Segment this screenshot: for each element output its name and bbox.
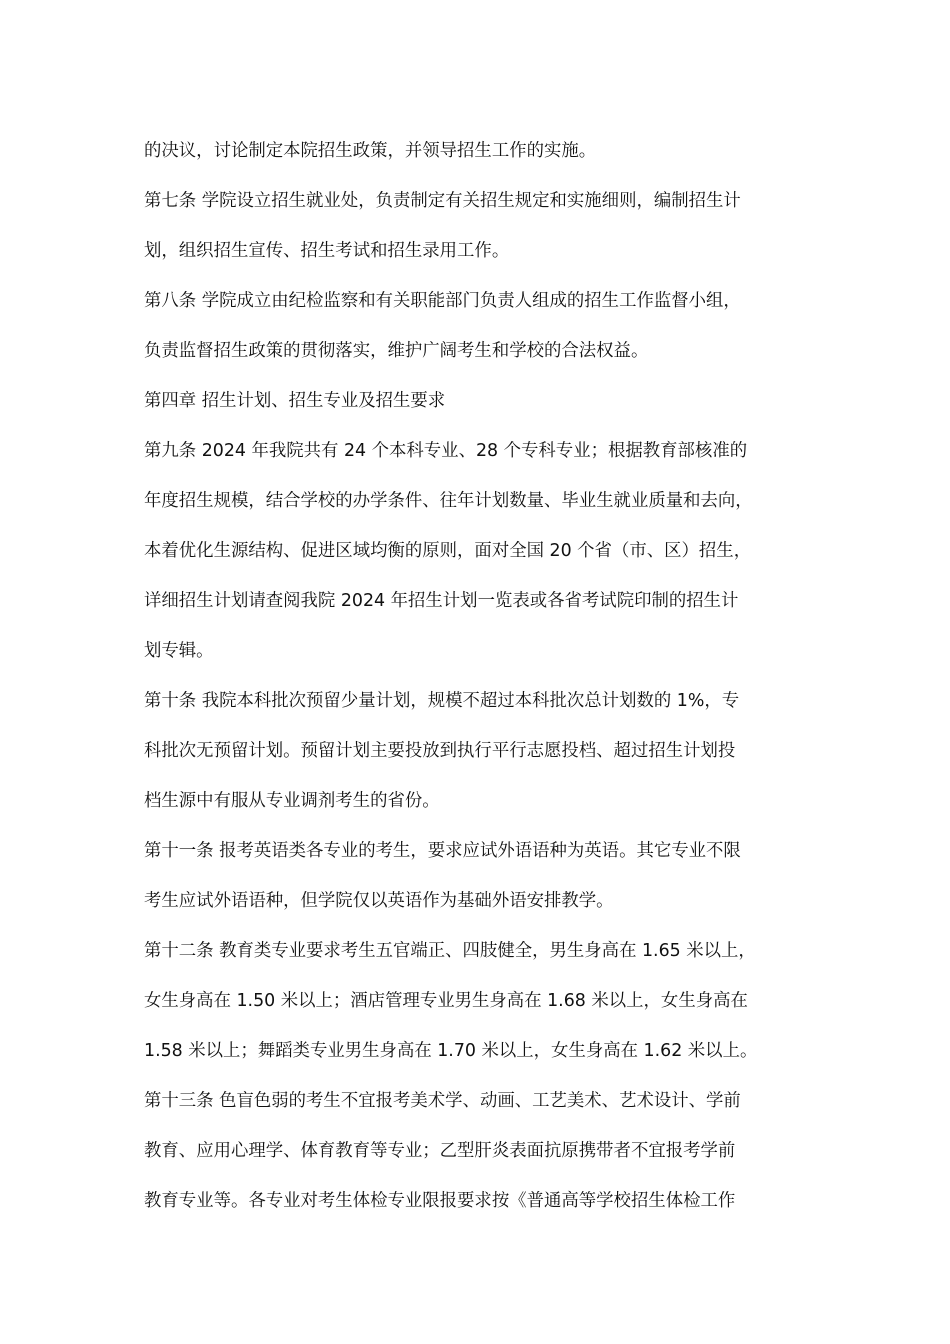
text-line: 第七条 学院设立招生就业处，负责制定有关招生规定和实施细则，编制招生计: [144, 191, 741, 211]
text-line: 第十一条 报考英语类各专业的考生，要求应试外语语种为英语。其它专业不限: [144, 841, 741, 861]
text-line: 科批次无预留计划。预留计划主要投放到执行平行志愿投档、超过招生计划投: [144, 741, 736, 761]
text-line: 详细招生计划请查阅我院 2024 年招生计划一览表或各省考试院印制的招生计: [144, 591, 739, 611]
text-line: 第八条 学院成立由纪检监察和有关职能部门负责人组成的招生工作监督小组，: [144, 291, 741, 311]
text-line: 第十二条 教育类专业要求考生五官端正、四肢健全，男生身高在 1.65 米以上，: [144, 941, 756, 961]
text-line: 本着优化生源结构、促进区域均衡的原则，面对全国 20 个省（市、区）招生，: [144, 541, 752, 561]
text-line: 第十条 我院本科批次预留少量计划，规模不超过本科批次总计划数的 1%，专: [144, 691, 740, 711]
text-line: 档生源中有服从专业调剂考生的省份。: [144, 791, 440, 811]
text-line: 划专辑。: [144, 641, 214, 661]
chapter-heading: 第四章 招生计划、招生专业及招生要求: [144, 391, 446, 411]
text-line: 女生身高在 1.50 米以上；酒店管理专业男生身高在 1.68 米以上，女生身高在: [144, 991, 748, 1011]
text-line: 的决议，讨论制定本院招生政策，并领导招生工作的实施。: [144, 141, 597, 161]
text-line: 第十三条 色盲色弱的考生不宜报考美术学、动画、工艺美术、艺术设计、学前: [144, 1091, 741, 1111]
text-line: 第九条 2024 年我院共有 24 个本科专业、28 个专科专业；根据教育部核准的: [144, 441, 748, 461]
text-line: 考生应试外语语种，但学院仅以英语作为基础外语安排教学。: [144, 891, 614, 911]
document-body: [144, 130, 816, 1230]
text-line: 教育专业等。各专业对考生体检专业限报要求按《普通高等学校招生体检工作: [144, 1191, 736, 1211]
text-line: 年度招生规模，结合学校的办学条件、往年计划数量、毕业生就业质量和去向，: [144, 491, 753, 511]
text-line: 1.58 米以上；舞蹈类专业男生身高在 1.70 米以上，女生身高在 1.62 米以上。: [144, 1041, 758, 1061]
text-line: 划，组织招生宣传、招生考试和招生录用工作。: [144, 241, 510, 261]
text-line: 教育、应用心理学、体育教育等专业；乙型肝炎表面抗原携带者不宜报考学前: [144, 1141, 736, 1161]
text-line: 负责监督招生政策的贯彻落实，维护广阔考生和学校的合法权益。: [144, 341, 649, 361]
